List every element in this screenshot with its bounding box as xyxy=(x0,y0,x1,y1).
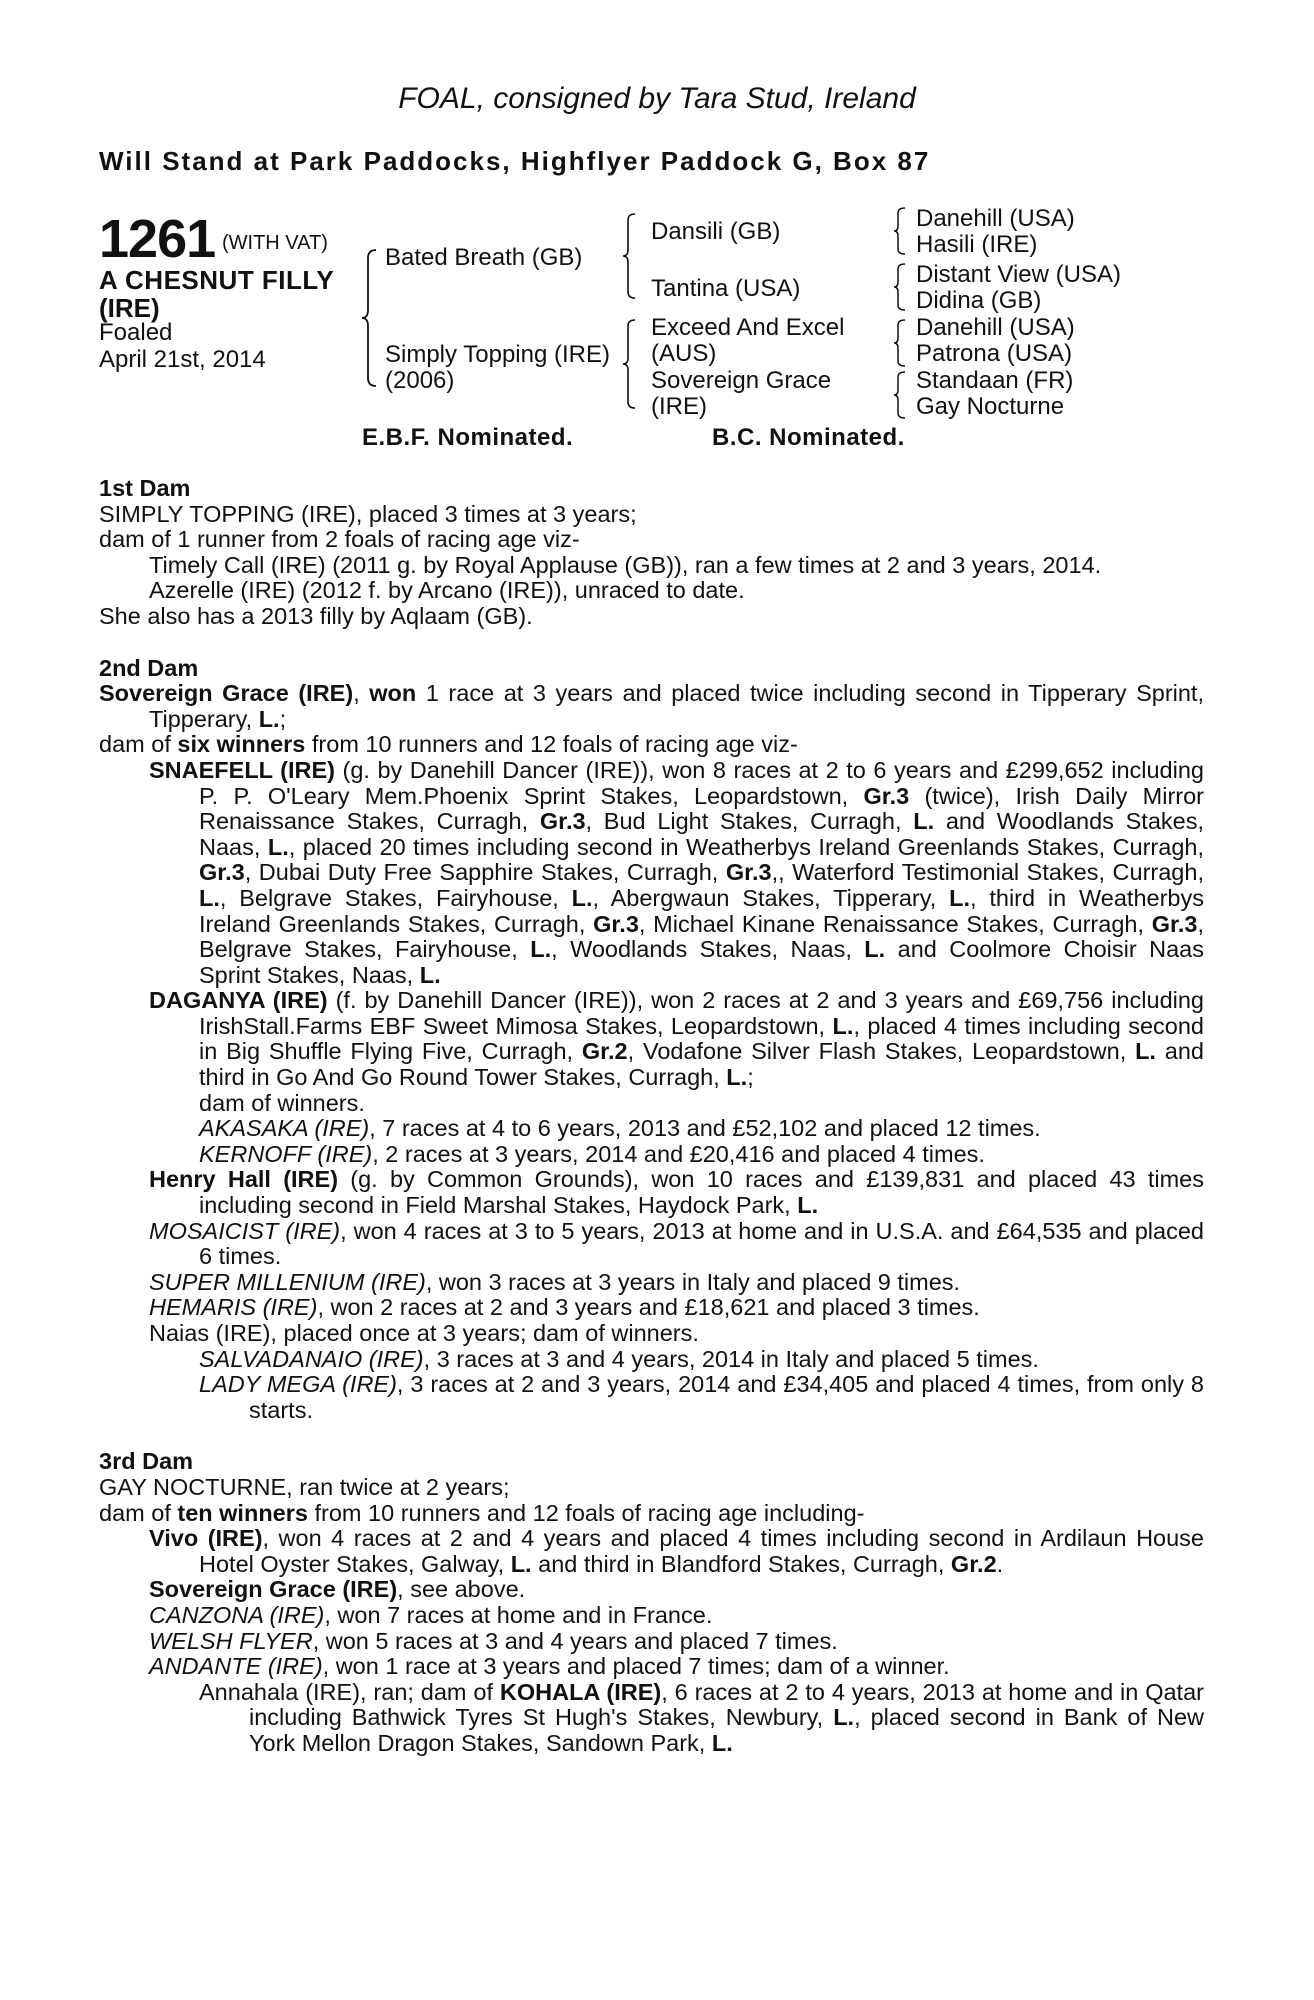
produce-naias: Naias (IRE), placed once at 3 years; dam of winners. xyxy=(149,1320,699,1346)
produce-item: Azerelle (IRE) (2012 f. by Arcano (IRE)), unraced to date. xyxy=(149,577,745,604)
first-dam-note: She also has a 2013 filly by Aqlaam (GB). xyxy=(99,602,533,629)
gen3-8: Gay Nocturne xyxy=(916,393,1065,420)
second-dam-entry: Sovereign Grace (IRE), won 1 race at 3 years and placed twice including second in Tipperary Sprint, Tipperary, L.; xyxy=(99,680,1204,732)
sire-name: Bated Breath (GB) xyxy=(385,244,583,271)
pedigree-brace-4 xyxy=(893,206,909,256)
gen3-4: Didina (GB) xyxy=(916,287,1042,314)
third-dam-produce-intro: dam of ten winners from 10 runners and 12 foals of racing age including- xyxy=(99,1499,865,1526)
lot-title-country: (IRE) xyxy=(99,293,160,323)
produce-annahala: Annahala (IRE), ran; dam of KOHALA (IRE), 6 races at 2 to 4 years, 2013 at home and in Qatar including Bathwick Tyres St Hugh's Stakes, Newbury, L., placed second in Bank of New York Mellon Dragon Stakes, Sandown Park, L. xyxy=(199,1678,1205,1756)
consignment-line: FOAL, consigned by Tara Stud, Ireland xyxy=(398,82,916,115)
sire-sire: Dansili (GB) xyxy=(651,218,781,245)
gen3-5: Danehill (USA) xyxy=(916,314,1075,341)
produce-lady-mega: LADY MEGA (IRE), 3 races at 2 and 3 years, 2014 and £34,405 and placed 4 times, from only 8 starts. xyxy=(199,1371,1204,1423)
foaled-date: April 21st, 2014 xyxy=(99,346,266,373)
gen3-1: Danehill (USA) xyxy=(916,205,1075,232)
gen3-3: Distant View (USA) xyxy=(916,261,1121,288)
produce-super-millenium: SUPER MILLENIUM (IRE), won 3 races at 3 years in Italy and placed 9 times. xyxy=(149,1268,961,1295)
stand-location: Will Stand at Park Paddocks, Highflyer Paddock G, Box 87 xyxy=(99,146,931,176)
produce-henry-hall: Henry Hall (IRE) (g. by Common Grounds), won 10 races and £139,831 and placed 43 times including second in Field Marshal Stakes, Haydock Park, L. xyxy=(149,1166,1204,1219)
third-dam-heading: 3rd Dam xyxy=(99,1448,194,1475)
produce-sovereign-grace: Sovereign Grace (IRE), see above. xyxy=(149,1576,526,1603)
dam-name: Simply Topping (IRE) xyxy=(385,341,610,368)
dam-year: (2006) xyxy=(385,367,455,394)
produce-snaefell: SNAEFELL (IRE) (g. by Danehill Dancer (IRE)), won 8 races at 2 to 6 years and £299,652 including P. P. O'Leary Mem.Phoenix Sprint Stakes, Leopardstown, Gr.3 (twice), Irish Daily Mirror Renaissance Stakes, Curragh, Gr.3, Bud Light Stakes, Curragh, L. and Woodlands Stakes, Naas, L., placed 20 times including second in Weatherbys Ireland Greenlands Stakes, Curragh, Gr.3, Dubai Duty Free Sapphire Stakes, Curragh, Gr.3,, Waterford Testimonial Stakes, Curragh, L., Belgrave Stakes, Fairyhouse, L., Abergwaun Stakes, Tipperary, L., third in Weatherbys Ireland Greenlands Stakes, Curragh, Gr.3, Michael Kinane Renaissance Stakes, Curragh, Gr.3, Belgrave Stakes, Fairyhouse, L., Woodlands Stakes, Naas, L. and Coolmore Choisir Naas Sprint Stakes, Naas, L. xyxy=(149,756,1205,988)
produce-akasaka: AKASAKA (IRE), 7 races at 4 to 6 years, 2013 and £52,102 and placed 12 times. xyxy=(199,1115,1041,1142)
bc-nominated: B.C. Nominated. xyxy=(712,424,905,451)
first-dam-line: SIMPLY TOPPING (IRE), placed 3 times at 3 years; xyxy=(99,500,637,527)
produce-item: Timely Call (IRE) (2011 g. by Royal Applause (GB)), ran a few times at 2 and 3 years, 2014. xyxy=(149,551,1102,578)
produce-daganya: DAGANYA (IRE) (f. by Danehill Dancer (IRE)), won 2 races at 2 and 3 years and £69,756 including IrishStall.Farms EBF Sweet Mimosa Stakes, Leopardstown, L., placed 4 times including second in Big Shuffle Flying Five, Curragh, Gr.2, Vodafone Silver Flash Stakes, Leopardstown, L. and third in Go And Go Round Tower Stakes, Curragh, L.; xyxy=(149,987,1205,1091)
foaled-label: Foaled xyxy=(99,319,173,346)
second-dam-produce-intro: dam of six winners from 10 runners and 12 foals of racing age viz- xyxy=(99,731,798,758)
first-dam-produce-intro: dam of 1 runner from 2 foals of racing age viz- xyxy=(99,526,580,553)
produce-welsh-flyer: WELSH FLYER, won 5 races at 3 and 4 years and placed 7 times. xyxy=(149,1627,838,1654)
pedigree-brace-5 xyxy=(893,262,909,312)
gen3-6: Patrona (USA) xyxy=(916,340,1073,367)
vat-note: (WITH VAT) xyxy=(222,232,328,254)
pedigree-brace-2 xyxy=(622,212,640,300)
produce-kernoff: KERNOFF (IRE), 2 races at 3 years, 2014 and £20,416 and placed 4 times. xyxy=(199,1140,985,1167)
daganya-dam-of: dam of winners. xyxy=(199,1089,365,1116)
pedigree-brace-3 xyxy=(622,318,640,410)
produce-mosaicist: MOSAICIST (IRE), won 4 races at 3 to 5 years, 2013 at home and in U.S.A. and £64,535 and placed 6 times. xyxy=(149,1217,1204,1270)
gen3-7: Standaan (FR) xyxy=(916,367,1074,394)
produce-hemaris: HEMARIS (IRE), won 2 races at 2 and 3 years and £18,621 and placed 3 times. xyxy=(149,1294,980,1321)
produce-andante: ANDANTE (IRE), won 1 race at 3 years and placed 7 times; dam of a winner. xyxy=(149,1653,950,1680)
dam-sire-line2: (AUS) xyxy=(651,340,717,367)
dam-dam-line1: Sovereign Grace xyxy=(651,367,832,394)
ebf-nominated: E.B.F. Nominated. xyxy=(362,424,574,451)
produce-vivo: Vivo (IRE), won 4 races at 2 and 4 years and placed 4 times including second in Ardilaun House Hotel Oyster Stakes, Galway, L. and third in Blandford Stakes, Curragh, Gr.2. xyxy=(149,1525,1204,1577)
produce-salvadanaio: SALVADANAIO (IRE), 3 races at 3 and 4 years, 2014 in Italy and placed 5 times. xyxy=(199,1345,1039,1372)
dam-dam-line2: (IRE) xyxy=(651,393,707,420)
produce-canzona: CANZONA (IRE), won 7 races at home and in France. xyxy=(149,1601,713,1628)
lot-title: A CHESNUT FILLY xyxy=(99,265,335,295)
gen3-2: Hasili (IRE) xyxy=(916,231,1038,258)
second-dam-heading: 2nd Dam xyxy=(99,654,199,681)
pedigree-brace-7 xyxy=(893,370,909,420)
pedigree-brace-1 xyxy=(360,248,382,388)
catalogue-body xyxy=(99,476,1204,1757)
third-dam-line: GAY NOCTURNE, ran twice at 2 years; xyxy=(99,1473,510,1500)
dam-sire-line1: Exceed And Excel xyxy=(651,314,845,341)
pedigree-brace-6 xyxy=(893,318,909,368)
first-dam-heading: 1st Dam xyxy=(99,475,191,501)
lot-number: 1261 xyxy=(99,209,216,269)
sire-dam: Tantina (USA) xyxy=(651,275,801,302)
